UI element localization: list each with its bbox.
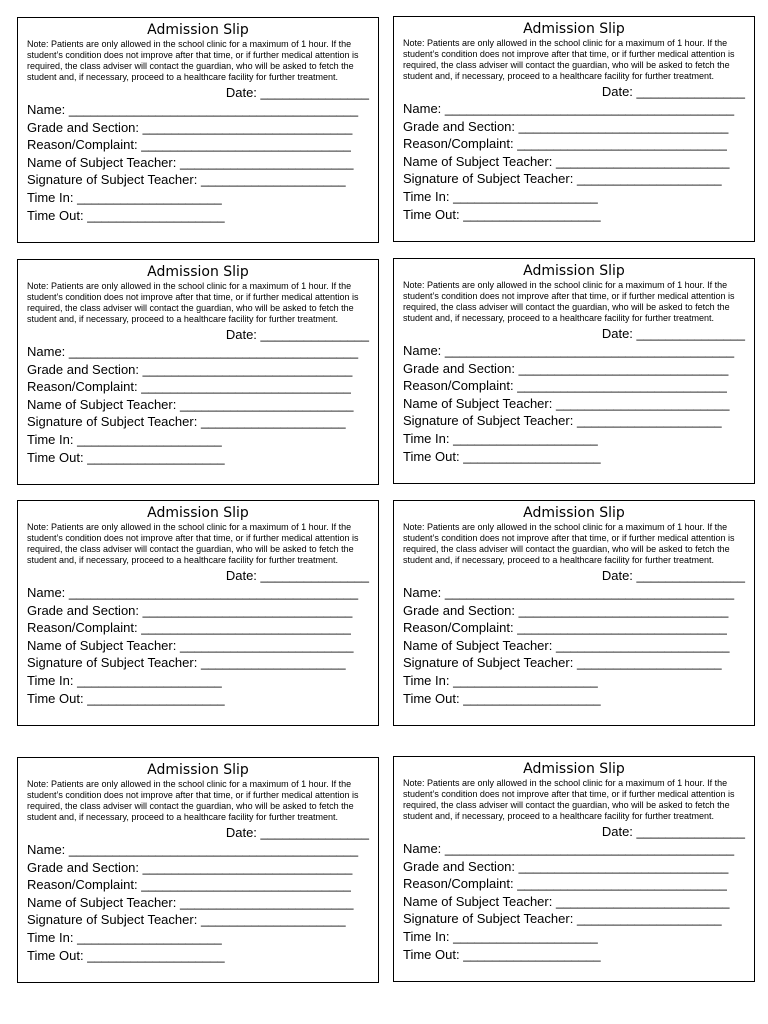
slip-title: Admission Slip <box>147 762 249 778</box>
field-blank[interactable]: ____________________ <box>453 928 598 944</box>
date-label: Date: <box>225 327 257 342</box>
field-label: Name of Subject Teacher: <box>403 893 553 909</box>
time-out-field[interactable] <box>27 947 369 965</box>
field-label: Signature of Subject Teacher: <box>403 171 574 187</box>
field-blank[interactable]: _____________________________ <box>142 361 353 377</box>
field-label: Time Out: <box>27 207 84 223</box>
field-blank[interactable]: _____________________________ <box>518 118 729 134</box>
slip-title: Admission Slip <box>523 761 625 777</box>
field-label: Signature of Subject Teacher: <box>27 655 198 671</box>
time-in-field[interactable] <box>27 189 369 207</box>
field-label: Name: <box>403 343 442 358</box>
field-blank[interactable]: ____________________ <box>77 929 222 945</box>
date-label: Date: <box>601 84 633 99</box>
field-blank[interactable]: ____________________ <box>200 912 346 928</box>
field-label: Reason/Complaint: <box>403 378 514 394</box>
slip-note: Note: Patients are only allowed in the school clinic for a maximum of 1 hour. If the student’s condition does not improve after that time, or if further medical attention is required, the class adviser will contact the guardian, who will be asked to fetch the student and, if necessary, proceed to a healthcare facility for further treatment. <box>403 778 735 821</box>
field-label: Time Out: <box>403 206 460 222</box>
field-label: Signature of Subject Teacher: <box>27 912 198 928</box>
field-label: Time In: <box>403 672 450 688</box>
field-blank[interactable]: ________________________________________ <box>444 585 735 600</box>
name-field[interactable] <box>27 584 369 602</box>
field-blank[interactable]: ________________________ <box>555 893 730 909</box>
date-blank[interactable]: _______________ <box>636 84 745 99</box>
subject-teacher-name-field[interactable] <box>27 154 369 172</box>
field-blank[interactable]: _____________________________ <box>142 119 353 135</box>
field-label: Signature of Subject Teacher: <box>403 655 574 671</box>
field-label: Name: <box>27 585 66 600</box>
field-blank[interactable]: ________________________ <box>179 637 354 653</box>
field-blank[interactable]: ________________________ <box>555 395 730 411</box>
date-blank[interactable]: _______________ <box>260 327 369 342</box>
subject-teacher-name-field[interactable] <box>403 153 745 171</box>
date-field[interactable] <box>403 83 745 100</box>
field-blank[interactable]: ___________________ <box>87 947 225 963</box>
date-field[interactable] <box>27 567 369 584</box>
time-in-field[interactable] <box>27 672 369 690</box>
date-label: Date: <box>225 825 257 840</box>
grade-section-field[interactable] <box>403 360 745 378</box>
field-label: Name: <box>27 344 66 359</box>
field-label: Name of Subject Teacher: <box>403 637 553 653</box>
field-blank[interactable]: _____________________________ <box>518 602 729 618</box>
subject-teacher-signature-field[interactable] <box>403 910 745 928</box>
field-label: Reason/Complaint: <box>403 620 514 636</box>
field-label: Time Out: <box>27 449 84 465</box>
field-label: Name of Subject Teacher: <box>403 395 553 411</box>
field-blank[interactable]: _____________________________ <box>142 859 353 875</box>
field-label: Signature of Subject Teacher: <box>27 172 198 188</box>
field-blank[interactable]: ________________________ <box>179 894 354 910</box>
subject-teacher-name-field[interactable] <box>403 395 745 413</box>
field-blank[interactable]: ________________________________________ <box>68 585 359 600</box>
field-label: Signature of Subject Teacher: <box>403 413 574 429</box>
field-blank[interactable]: ____________________ <box>576 171 722 187</box>
date-label: Date: <box>225 85 257 100</box>
name-field[interactable] <box>403 100 745 118</box>
name-field[interactable] <box>27 343 369 361</box>
date-field[interactable] <box>27 326 369 343</box>
admission-slip-8 <box>393 756 755 982</box>
date-field[interactable] <box>403 325 745 342</box>
field-blank[interactable]: ____________________ <box>200 414 346 430</box>
slip-title: Admission Slip <box>147 22 249 38</box>
field-label: Grade and Section: <box>403 118 516 134</box>
field-label: Grade and Section: <box>27 859 140 875</box>
date-blank[interactable]: _______________ <box>636 568 745 583</box>
reason-complaint-field[interactable] <box>403 619 745 637</box>
date-blank[interactable]: _______________ <box>260 568 369 583</box>
field-label: Grade and Section: <box>403 360 516 376</box>
field-blank[interactable]: _____________________________ <box>517 378 727 394</box>
name-field[interactable] <box>403 840 745 858</box>
reason-complaint-field[interactable] <box>27 378 369 396</box>
field-blank[interactable]: ___________________ <box>87 207 225 223</box>
time-in-field[interactable] <box>403 928 745 946</box>
date-field[interactable] <box>403 567 745 584</box>
slip-note: Note: Patients are only allowed in the school clinic for a maximum of 1 hour. If the student’s condition does not improve after that time, or if further medical attention is required, the class adviser will contact the guardian, who will be asked to fetch the student and, if necessary, proceed to a healthcare facility for further treatment. <box>403 280 735 323</box>
field-blank[interactable]: ___________________ <box>87 690 225 706</box>
slip-note: Note: Patients are only allowed in the school clinic for a maximum of 1 hour. If the student’s condition does not improve after that time, or if further medical attention is required, the class adviser will contact the guardian, who will be asked to fetch the student and, if necessary, proceed to a healthcare facility for further treatment. <box>27 281 359 324</box>
time-out-field[interactable] <box>403 206 745 224</box>
field-blank[interactable]: _____________________________ <box>517 620 727 636</box>
slip-note: Note: Patients are only allowed in the school clinic for a maximum of 1 hour. If the student’s condition does not improve after that time, or if further medical attention is required, the class adviser will contact the guardian, who will be asked to fetch the student and, if necessary, proceed to a healthcare facility for further treatment. <box>403 38 735 81</box>
time-out-field[interactable] <box>403 690 745 708</box>
field-blank[interactable]: ________________________________________ <box>444 101 735 116</box>
field-label: Name: <box>27 102 66 117</box>
field-label: Time In: <box>27 431 74 447</box>
subject-teacher-signature-field[interactable] <box>27 413 369 431</box>
field-label: Name of Subject Teacher: <box>27 154 177 170</box>
time-out-field[interactable] <box>27 449 369 467</box>
field-label: Reason/Complaint: <box>27 877 138 893</box>
field-label: Reason/Complaint: <box>27 620 138 636</box>
date-blank[interactable]: _______________ <box>260 825 369 840</box>
field-blank[interactable]: ____________________ <box>576 413 722 429</box>
admission-slip-3 <box>17 259 379 485</box>
subject-teacher-name-field[interactable] <box>403 637 745 655</box>
field-label: Time Out: <box>27 690 84 706</box>
slip-note: Note: Patients are only allowed in the school clinic for a maximum of 1 hour. If the student’s condition does not improve after that time, or if further medical attention is required, the class adviser will contact the guardian, who will be asked to fetch the student and, if necessary, proceed to a healthcare facility for further treatment. <box>27 522 359 565</box>
field-label: Reason/Complaint: <box>403 876 514 892</box>
subject-teacher-name-field[interactable] <box>27 894 369 912</box>
name-field[interactable] <box>403 342 745 360</box>
grade-section-field[interactable] <box>403 602 745 620</box>
field-label: Signature of Subject Teacher: <box>27 414 198 430</box>
field-blank[interactable]: ________________________________________ <box>68 842 359 857</box>
slip-note: Note: Patients are only allowed in the school clinic for a maximum of 1 hour. If the student’s condition does not improve after that time, or if further medical attention is required, the class adviser will contact the guardian, who will be asked to fetch the student and, if necessary, proceed to a healthcare facility for further treatment. <box>403 522 735 565</box>
subject-teacher-signature-field[interactable] <box>403 412 745 430</box>
field-blank[interactable]: ____________________ <box>453 188 598 204</box>
field-label: Signature of Subject Teacher: <box>403 911 574 927</box>
name-field[interactable] <box>403 584 745 602</box>
slip-title: Admission Slip <box>523 263 625 279</box>
field-blank[interactable]: ___________________ <box>463 690 601 706</box>
field-blank[interactable]: ___________________ <box>463 946 601 962</box>
field-label: Grade and Section: <box>27 119 140 135</box>
field-blank[interactable]: ________________________________________ <box>444 841 735 856</box>
field-blank[interactable]: ___________________ <box>463 206 601 222</box>
date-field[interactable] <box>403 823 745 840</box>
field-label: Time In: <box>403 928 450 944</box>
field-blank[interactable]: _____________________________ <box>141 620 351 636</box>
field-blank[interactable]: ____________________ <box>200 172 346 188</box>
field-label: Time In: <box>27 672 74 688</box>
field-blank[interactable]: ___________________ <box>463 448 601 464</box>
field-label: Reason/Complaint: <box>27 379 138 395</box>
field-label: Name: <box>27 842 66 857</box>
date-field[interactable] <box>27 84 369 101</box>
grade-section-field[interactable] <box>403 118 745 136</box>
field-blank[interactable]: _____________________________ <box>518 360 729 376</box>
field-blank[interactable]: ____________________ <box>77 672 222 688</box>
time-in-field[interactable] <box>403 188 745 206</box>
field-blank[interactable]: _____________________________ <box>518 858 729 874</box>
field-blank[interactable]: ____________________ <box>453 430 598 446</box>
field-blank[interactable]: ________________________ <box>179 396 354 412</box>
field-label: Grade and Section: <box>403 602 516 618</box>
grade-section-field[interactable] <box>403 858 745 876</box>
admission-slip-4 <box>393 258 755 484</box>
field-blank[interactable]: ____________________ <box>77 431 222 447</box>
field-blank[interactable]: ____________________ <box>576 911 722 927</box>
grade-section-field[interactable] <box>27 602 369 620</box>
time-in-field[interactable] <box>403 672 745 690</box>
date-label: Date: <box>601 326 633 341</box>
time-in-field[interactable] <box>27 431 369 449</box>
subject-teacher-name-field[interactable] <box>27 396 369 414</box>
admission-slip-7 <box>17 757 379 983</box>
date-label: Date: <box>601 568 633 583</box>
field-label: Name of Subject Teacher: <box>27 396 177 412</box>
field-label: Name of Subject Teacher: <box>403 153 553 169</box>
field-label: Reason/Complaint: <box>403 136 514 152</box>
field-blank[interactable]: _____________________________ <box>141 877 351 893</box>
slip-title: Admission Slip <box>147 264 249 280</box>
field-blank[interactable]: ________________________ <box>555 637 730 653</box>
field-label: Time Out: <box>403 690 460 706</box>
slip-title: Admission Slip <box>523 21 625 37</box>
field-blank[interactable]: ____________________ <box>77 189 222 205</box>
field-blank[interactable]: _____________________________ <box>141 379 351 395</box>
reason-complaint-field[interactable] <box>27 619 369 637</box>
subject-teacher-name-field[interactable] <box>403 893 745 911</box>
field-blank[interactable]: _____________________________ <box>517 876 727 892</box>
subject-teacher-signature-field[interactable] <box>27 654 369 672</box>
slip-note: Note: Patients are only allowed in the school clinic for a maximum of 1 hour. If the student’s condition does not improve after that time, or if further medical attention is required, the class adviser will contact the guardian, who will be asked to fetch the student and, if necessary, proceed to a healthcare facility for further treatment. <box>27 779 359 822</box>
field-label: Time Out: <box>27 947 84 963</box>
field-label: Grade and Section: <box>27 361 140 377</box>
date-label: Date: <box>225 568 257 583</box>
field-blank[interactable]: _____________________________ <box>141 137 351 153</box>
field-blank[interactable]: ________________________________________ <box>68 344 359 359</box>
date-field[interactable] <box>27 824 369 841</box>
grade-section-field[interactable] <box>27 119 369 137</box>
slip-title: Admission Slip <box>147 505 249 521</box>
field-label: Name: <box>403 101 442 116</box>
subject-teacher-name-field[interactable] <box>27 637 369 655</box>
field-blank[interactable]: ________________________________________ <box>68 102 359 117</box>
date-blank[interactable]: _______________ <box>260 85 369 100</box>
field-label: Time In: <box>403 430 450 446</box>
field-blank[interactable]: ________________________ <box>179 154 354 170</box>
field-label: Time In: <box>27 189 74 205</box>
field-label: Name: <box>403 585 442 600</box>
field-blank[interactable]: ________________________ <box>555 153 730 169</box>
date-blank[interactable]: _______________ <box>636 326 745 341</box>
name-field[interactable] <box>27 841 369 859</box>
time-out-field[interactable] <box>403 448 745 466</box>
grade-section-field[interactable] <box>27 361 369 379</box>
field-blank[interactable]: ____________________ <box>200 655 346 671</box>
field-label: Time Out: <box>403 946 460 962</box>
slip-note: Note: Patients are only allowed in the school clinic for a maximum of 1 hour. If the student’s condition does not improve after that time, or if further medical attention is required, the class adviser will contact the guardian, who will be asked to fetch the student and, if necessary, proceed to a healthcare facility for further treatment. <box>27 39 359 82</box>
slip-title: Admission Slip <box>523 505 625 521</box>
time-out-field[interactable] <box>27 207 369 225</box>
admission-slip-1 <box>17 17 379 243</box>
field-label: Name of Subject Teacher: <box>27 894 177 910</box>
admission-slip-5 <box>17 500 379 726</box>
field-label: Time Out: <box>403 448 460 464</box>
field-label: Name of Subject Teacher: <box>27 637 177 653</box>
time-in-field[interactable] <box>27 929 369 947</box>
field-blank[interactable]: ____________________ <box>576 655 722 671</box>
field-label: Grade and Section: <box>403 858 516 874</box>
field-label: Name: <box>403 841 442 856</box>
field-blank[interactable]: _____________________________ <box>517 136 727 152</box>
subject-teacher-signature-field[interactable] <box>27 171 369 189</box>
reason-complaint-field[interactable] <box>27 876 369 894</box>
field-blank[interactable]: ___________________ <box>87 449 225 465</box>
admission-slip-2 <box>393 16 755 242</box>
date-label: Date: <box>601 824 633 839</box>
field-blank[interactable]: _____________________________ <box>142 602 353 618</box>
field-blank[interactable]: ________________________________________ <box>444 343 735 358</box>
field-label: Time In: <box>27 929 74 945</box>
subject-teacher-signature-field[interactable] <box>27 911 369 929</box>
grade-section-field[interactable] <box>27 859 369 877</box>
reason-complaint-field[interactable] <box>403 135 745 153</box>
time-out-field[interactable] <box>403 946 745 964</box>
admission-slip-6 <box>393 500 755 726</box>
reason-complaint-field[interactable] <box>403 875 745 893</box>
reason-complaint-field[interactable] <box>27 136 369 154</box>
field-label: Grade and Section: <box>27 602 140 618</box>
field-label: Reason/Complaint: <box>27 137 138 153</box>
subject-teacher-signature-field[interactable] <box>403 654 745 672</box>
field-label: Time In: <box>403 188 450 204</box>
field-blank[interactable]: ____________________ <box>453 672 598 688</box>
name-field[interactable] <box>27 101 369 119</box>
reason-complaint-field[interactable] <box>403 377 745 395</box>
subject-teacher-signature-field[interactable] <box>403 170 745 188</box>
time-out-field[interactable] <box>27 690 369 708</box>
date-blank[interactable]: _______________ <box>636 824 745 839</box>
time-in-field[interactable] <box>403 430 745 448</box>
